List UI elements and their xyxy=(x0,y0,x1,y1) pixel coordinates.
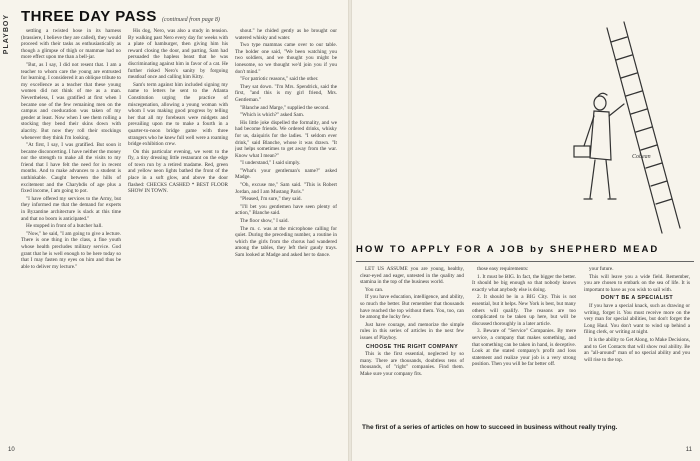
article-column-3 xyxy=(584,266,690,420)
paragraph: those easy requirements: xyxy=(477,266,529,272)
paragraph: His little joke dispelled the formality, and we had become friends. We ordered drinks, whisky for us, daiquiris for the ladies. "I seldom ever drink," said Blanche, whose it was drawn. "It just helps sometimes to get away from the war. Know what I mean?" xyxy=(235,119,337,159)
right-page xyxy=(352,0,700,461)
man-leg xyxy=(590,160,595,198)
briefcase xyxy=(574,146,590,157)
story-column-2 xyxy=(128,28,228,446)
paragraph: "But, as I say, I did not resent that. I am a teacher to whom care the young are entrusted for learning. I considered it an oblique tribute to my excellence as a teacher that these young women did not think of me as a man. Nevertheless, I was gratified at first when I became one of the few remaining men on the campus and coeducation was taken of my gender at least. Now when I see them rolling a stocking they bend their skins down with alacrity. But now they roll their stockings whenever they think I'm looking. xyxy=(21,61,121,141)
paragraph: "At first, I say, I was gratified. But soon it became disconcerting. I have neither the money nor the strength to make all the visits to my friend that I have felt the need for in recent months. And to make advances to a student is unthinkable. Caught between the hills of excitement and the Charybdis of age plus a fixed income, I am going to pot. xyxy=(21,142,121,195)
story-title-row xyxy=(21,8,341,26)
ladder-rung xyxy=(621,73,637,78)
man-leg xyxy=(606,160,610,198)
paragraph: Just have courage, and memorize the simple rules in this series of articles in the next few issues of Playboy. xyxy=(360,321,464,341)
ladder-rung xyxy=(626,91,642,96)
paragraph: The m. c. was at the microphone calling for quiet. During the preceding number, a routine in which the girls from the chorus had wandered among the tables, they left their gaudy trays. Sam looked at Madge and asked her to dance. xyxy=(235,225,337,258)
ladder-rung xyxy=(636,127,652,132)
article-title: HOW TO APPLY FOR A JOB xyxy=(356,244,526,255)
paragraph: "For patriotic reasons," said the other. xyxy=(240,76,319,83)
article-column-1 xyxy=(360,266,464,420)
series-tagline: The first of a series of articles on how to succeed in business without really trying. xyxy=(362,424,618,431)
paragraph: 3. Beware of "Service" Companies. By mere service, a company that makes something, and that something can be taken in hand, is deceptive. Look at the stated company's profit and loss statement and realize your job is a very strong position. Then you will be far better off. xyxy=(472,328,576,368)
continued-note: (continued from page 8) xyxy=(161,17,220,23)
page-number: 11 xyxy=(685,447,692,453)
paragraph: your future. xyxy=(589,266,614,272)
running-head: PLAYBOY xyxy=(3,14,10,55)
paragraph: They sat down. "I'm Mrs. Spendrick, said the first, "and this is my girl friend, Mrs. Gentleman." xyxy=(235,83,337,103)
paragraph: shout." he chided gently as he brought our watered whisky and water. xyxy=(235,28,337,41)
story-title: THREE DAY PASS xyxy=(21,8,157,25)
paragraph: 2. It should be in a BIG City. This is not essential, but it helps. New York is best, but many others will qualify. The reasons are too complicated to be taken up here, but will be discussed thoroughly in a later article. xyxy=(472,294,576,327)
paragraph: This is the first essential, neglected by so many. There are thousands, doubtless tens of thousands, of "right" companies. Find them. Make sure your company fits. xyxy=(360,351,464,377)
paragraph: He stopped in front of a butcher hall. xyxy=(26,223,103,230)
paragraph: "I have offered my services to the Army, but they informed me that the demand for experts in Byzantine architecture is slack at this time and that no boom is anticipated." xyxy=(21,195,121,222)
paragraph: "I'll bet you gentlemen have seen plenty of action," Blanche said. xyxy=(235,203,337,217)
section-heading: CHOOSE THE RIGHT COMPANY xyxy=(365,343,459,350)
paragraph: You can. xyxy=(365,286,384,293)
paragraph: If you have education, intelligence, and ability, so much the better. But remember that thousands have reached the top without them. You, too, can be among the lucky few. xyxy=(360,294,464,321)
ladder-rung xyxy=(656,199,672,204)
paragraph: "I understand," I said simply. xyxy=(240,160,301,167)
man-arm xyxy=(609,104,624,116)
page-number: 10 xyxy=(8,447,15,453)
ladder-rung xyxy=(651,181,667,186)
paragraph: "Oh, excuse me," Sam said. "This is Robert Jordan, and I am Mustang Paris." xyxy=(235,182,337,195)
paragraph: "Blanche and Marge," supplied the second. xyxy=(240,104,330,111)
man-head xyxy=(594,96,606,110)
paragraph: This will leave you a wide field. Remember, you are chosen to embark on the sea of life. It is important to have as you wish to sail with. xyxy=(584,273,690,293)
paragraph: It is the ability to Get Along, to Make Decisions, and to Get Contacts that will show real ability. Be an "all-around" man of no special ability and you will rise to the top. xyxy=(584,336,690,363)
paragraph: "What's your gentleman's name?" asked Madge. xyxy=(235,167,337,181)
section-heading: DON'T BE A SPECIALIST xyxy=(600,295,674,302)
title-rule xyxy=(356,261,694,262)
paragraph: Two type mammas came over to our table. The bolder one said, "We been watching you two soldiers, and we thought you might be lonesome, so we thought we'd join you if you don't mind." xyxy=(235,42,337,75)
ladder-rung xyxy=(641,145,657,150)
paragraph: "Which is which?" asked Sam. xyxy=(240,112,305,119)
article-byline: by SHEPHERD MEAD xyxy=(530,244,660,255)
article-title-row xyxy=(356,244,692,255)
ladder-rung xyxy=(616,55,632,60)
story-column-3 xyxy=(235,28,337,446)
paragraph: The floor show," I said. xyxy=(240,218,289,225)
paragraph: If you have a special knack, such as drawing or writing, forget it. You must receive more on the very man for special abilities, but don't forget the Long Haul. You don't want to wind up behind a filing clerk, or writing at night. xyxy=(584,302,690,336)
paragraph: His dog, Nero, was also a study in tension. By walking past Nero every day for weeks with a plate of hamburger, then giving him his reward closing the door, and parting, Sam had persuaded the hapless beast that he was discriminating against him in favor of a cat. He further risked Nero's sanity by forgoing meatloaf once and calling him Kitty. xyxy=(128,28,228,81)
paragraph: LET US ASSUME you are young, healthy, clear-eyed and eager, untested in the quality and stamina in the top of the business world. xyxy=(360,266,464,286)
paragraph: "Pleased, I'm sure," they said. xyxy=(240,196,302,203)
cartoon-illustration xyxy=(512,8,682,238)
left-page xyxy=(0,0,348,461)
cartoon-signature: Cobean xyxy=(632,154,651,160)
paragraph: 1. It must be BIG. In fact, the bigger the better. It should be big enough so that nobody knows exactly what anybody else is doing. xyxy=(472,273,576,293)
paragraph: On this particular evening, we went to the fly, a tiny dressing little restaurant on the edge of town run by a retired madame. Red, green and yellow neon lights bathed the front of the place in a soft glow, and above the door flashed: CHECKS CASHED * BEST FLOOR SHOW IN TOWN. xyxy=(128,148,228,195)
paragraph: settling a twisted hose in its harness (brassiere, I believe they are called), they would proceed with their tasks as enthusiastically as though a glimpse of thigh or mammae had no more effect upon me than a bell-jar. xyxy=(21,28,121,61)
ladder-rung xyxy=(646,163,662,168)
story-column-1 xyxy=(21,28,121,446)
article-column-2 xyxy=(472,266,576,420)
ladder-rung xyxy=(611,37,627,42)
ladder-rung xyxy=(631,109,647,114)
paragraph: Sam's term against him included signing my name to letters he sent to the Atlanta Constitution urging the practice of miscegenation, allowing a young woman with whom I was making good progress by telling her that all my forebears were midgets and prevailing upon me to make a fourth in a quarter-to-noon bridge game with three strangers who he knew full well were a roaming bridge exhibition crew. xyxy=(128,81,228,148)
paragraph: "Now," he said, "I am going to give a lecture. There is one thing in the class, a fine youth whose health precludes military service. God grant that he is well enough to be here today so that I may fasten my eyes on him and thus be able to deliver my lecture." xyxy=(21,230,121,270)
